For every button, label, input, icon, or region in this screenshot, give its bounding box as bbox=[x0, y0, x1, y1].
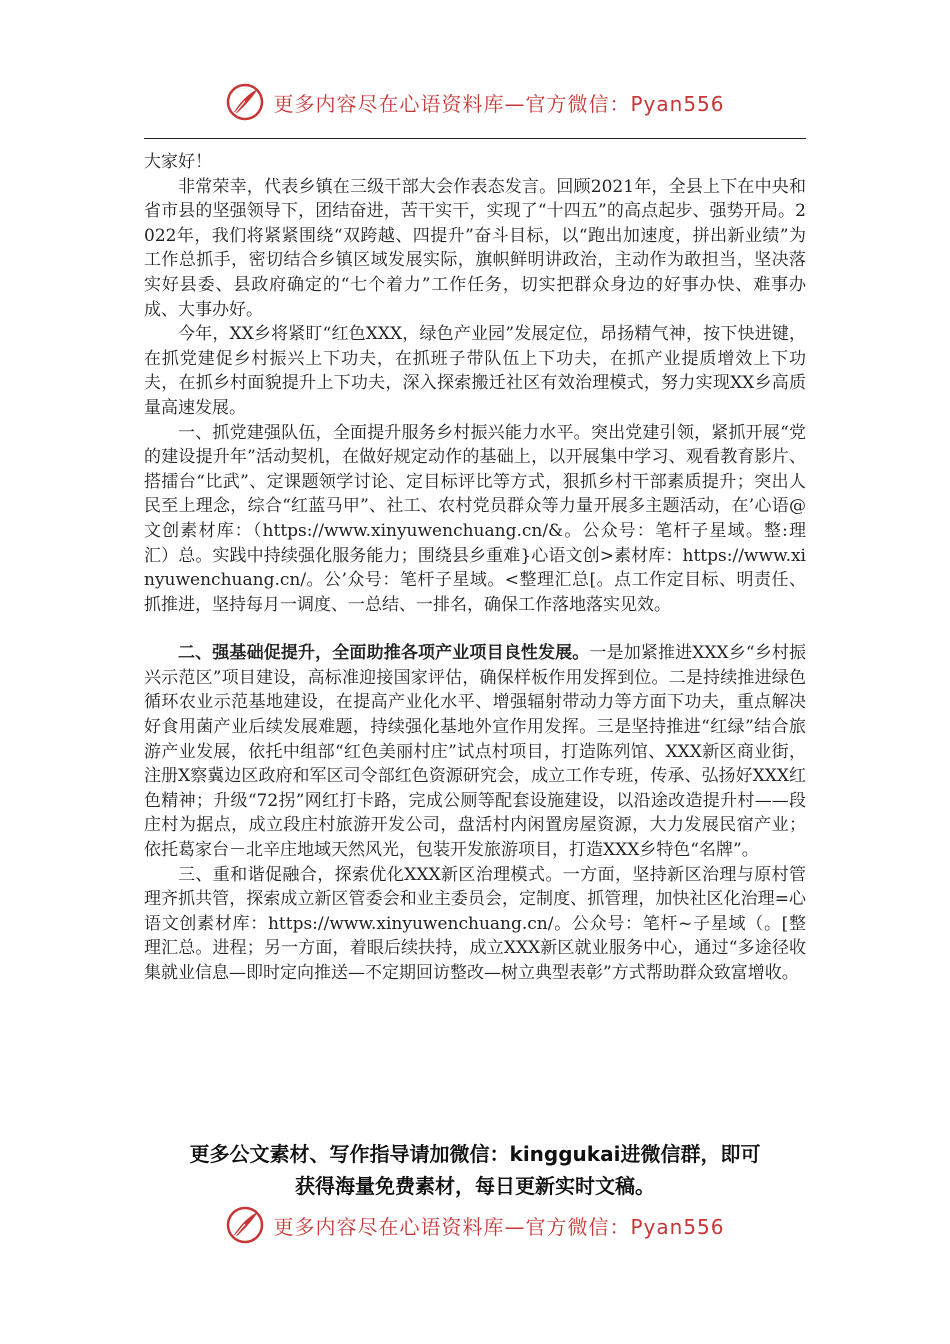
paragraph-section-2 bbox=[144, 641, 806, 862]
paragraph-section-1: 一、抓党建强队伍，全面提升服务乡村振兴能力水平。突出党建引领，紧抓开展“党的建设提升年”活动契机，在做好规定动作的基础上，以开展集中学习、观看教育影片、搭擂台“比武”、定课题领学讨论、定目标评比等方式，狠抓乡村干部素质提升；突出人民至上理念，综合“红蓝马甲”、社工、农村党员群众等力量开展多主题活动，在’心语@文创素材库：（https://www.xinyuwenchuang.cn/&。公众号：笔杆子星域。整:理汇）总。实践中持续强化服务能力；围绕县乡重难}心语文创>素材库：https://www.xinyuwenchuang.cn/。公’众号：笔杆子星域。<整理汇总[。点工作定目标、明责任、抓推进，坚持每月一调度、一总结、一排名，确保工作落地落实见效。 bbox=[144, 422, 806, 615]
brand-wechat-id: Pyan556 bbox=[630, 91, 725, 116]
paragraph-gap bbox=[144, 617, 806, 641]
greeting: 大家好！ bbox=[144, 152, 212, 172]
quill-logo-icon bbox=[225, 82, 265, 122]
footer-brand bbox=[0, 1205, 950, 1245]
promo-line-2: 获得海量免费素材，每日更新实时文稿。 bbox=[295, 1174, 655, 1198]
paragraph-intro: 非常荣幸，代表乡镇在三级干部大会作表态发言。回顾2021年，全县上下在中央和省市县的坚强领导下，团结奋进，苦干实干，实现了“十四五”的高点起步、强势开局。2022年，我们将紧紧围绕“双跨越、四提升”奋斗目标，以“跑出加速度，拼出新业绩”为工作总抓手，密切结合乡镇区域发展实际，旗帜鲜明讲政治，主动作为敢担当，坚决落实好县委、县政府确定的“七个着力”工作任务，切实把群众身边的好事办快、难事办成、大事办好。 bbox=[144, 176, 806, 320]
brand-text: 更多内容尽在心语资料库—官方微信：Pyan556 bbox=[273, 91, 725, 116]
brand-text: 更多内容尽在心语资料库—官方微信：Pyan556 bbox=[273, 1214, 725, 1239]
promo-line-1: 更多公文素材、写作指导请加微信：kinggukai进微信群，即可 bbox=[189, 1142, 761, 1166]
document-body bbox=[144, 150, 806, 986]
header-brand bbox=[0, 82, 950, 122]
section-2-heading: 二、强基础促提升，全面助推各项产业项目良性发展。 bbox=[178, 643, 590, 664]
brand-wechat-id: Pyan556 bbox=[630, 1214, 725, 1239]
header-divider bbox=[144, 138, 806, 139]
paragraph-section-3: 三、重和谐促融合，探索优化XXX新区治理模式。一方面，坚持新区治理与原村管理齐抓共管，探索成立新区管委会和业主委员会，定制度、抓管理，加快社区化治理=心语文创素材库：https://www.xinyuwenchuang.cn/。公众号：笔杆~子星域（。[整理汇总。进程；另一方面，着眼后续扶持，成立XXX新区就业服务中心，通过“多途径收集就业信息—即时定向推送—不定期回访整改—树立典型表彰”方式帮助群众致富增收。 bbox=[144, 864, 806, 983]
promo-banner bbox=[100, 1138, 850, 1202]
quill-logo-icon bbox=[225, 1205, 265, 1245]
section-2-text: 一是加紧推进XXX乡“乡村振兴示范区”项目建设，高标准迎接国家评估，确保样板作用发挥到位。二是持续推进绿色循环农业示范基地建设，在提高产业化水平、增强辐射带动力等方面下功夫，重点解决好食用菌产业后续发展难题，持续强化基地外宣作用发挥。三是坚持推进“红绿”结合旅游产业发展，依托中组部“红色美丽村庄”试点村项目，打造陈列馆、XXX新区商业街，注册X察冀边区政府和军区司令部红色资源研究会，成立工作专班，传承、弘扬好XXX红色精神；升级“72拐”网红打卡路，完成公厕等配套设施建设，以沿途改造提升村——段庄村为据点，成立段庄村旅游开发公司，盘活村内闲置房屋资源，大力发展民宿产业；依托葛家台－北辛庄地域天然风光，包装开发旅游项目，打造XXX乡特色“名牌”。 bbox=[144, 643, 807, 861]
paragraph-plan: 今年，XX乡将紧盯“红色XXX，绿色产业园”发展定位，昂扬精气神，按下快进键，在抓党建促乡村振兴上下功夫，在抓班子带队伍上下功夫，在抓产业提质增效上下功夫，在抓乡村面貌提升上下功夫，深入探索搬迁社区有效治理模式，努力实现XX乡高质量高速发展。 bbox=[144, 324, 806, 418]
